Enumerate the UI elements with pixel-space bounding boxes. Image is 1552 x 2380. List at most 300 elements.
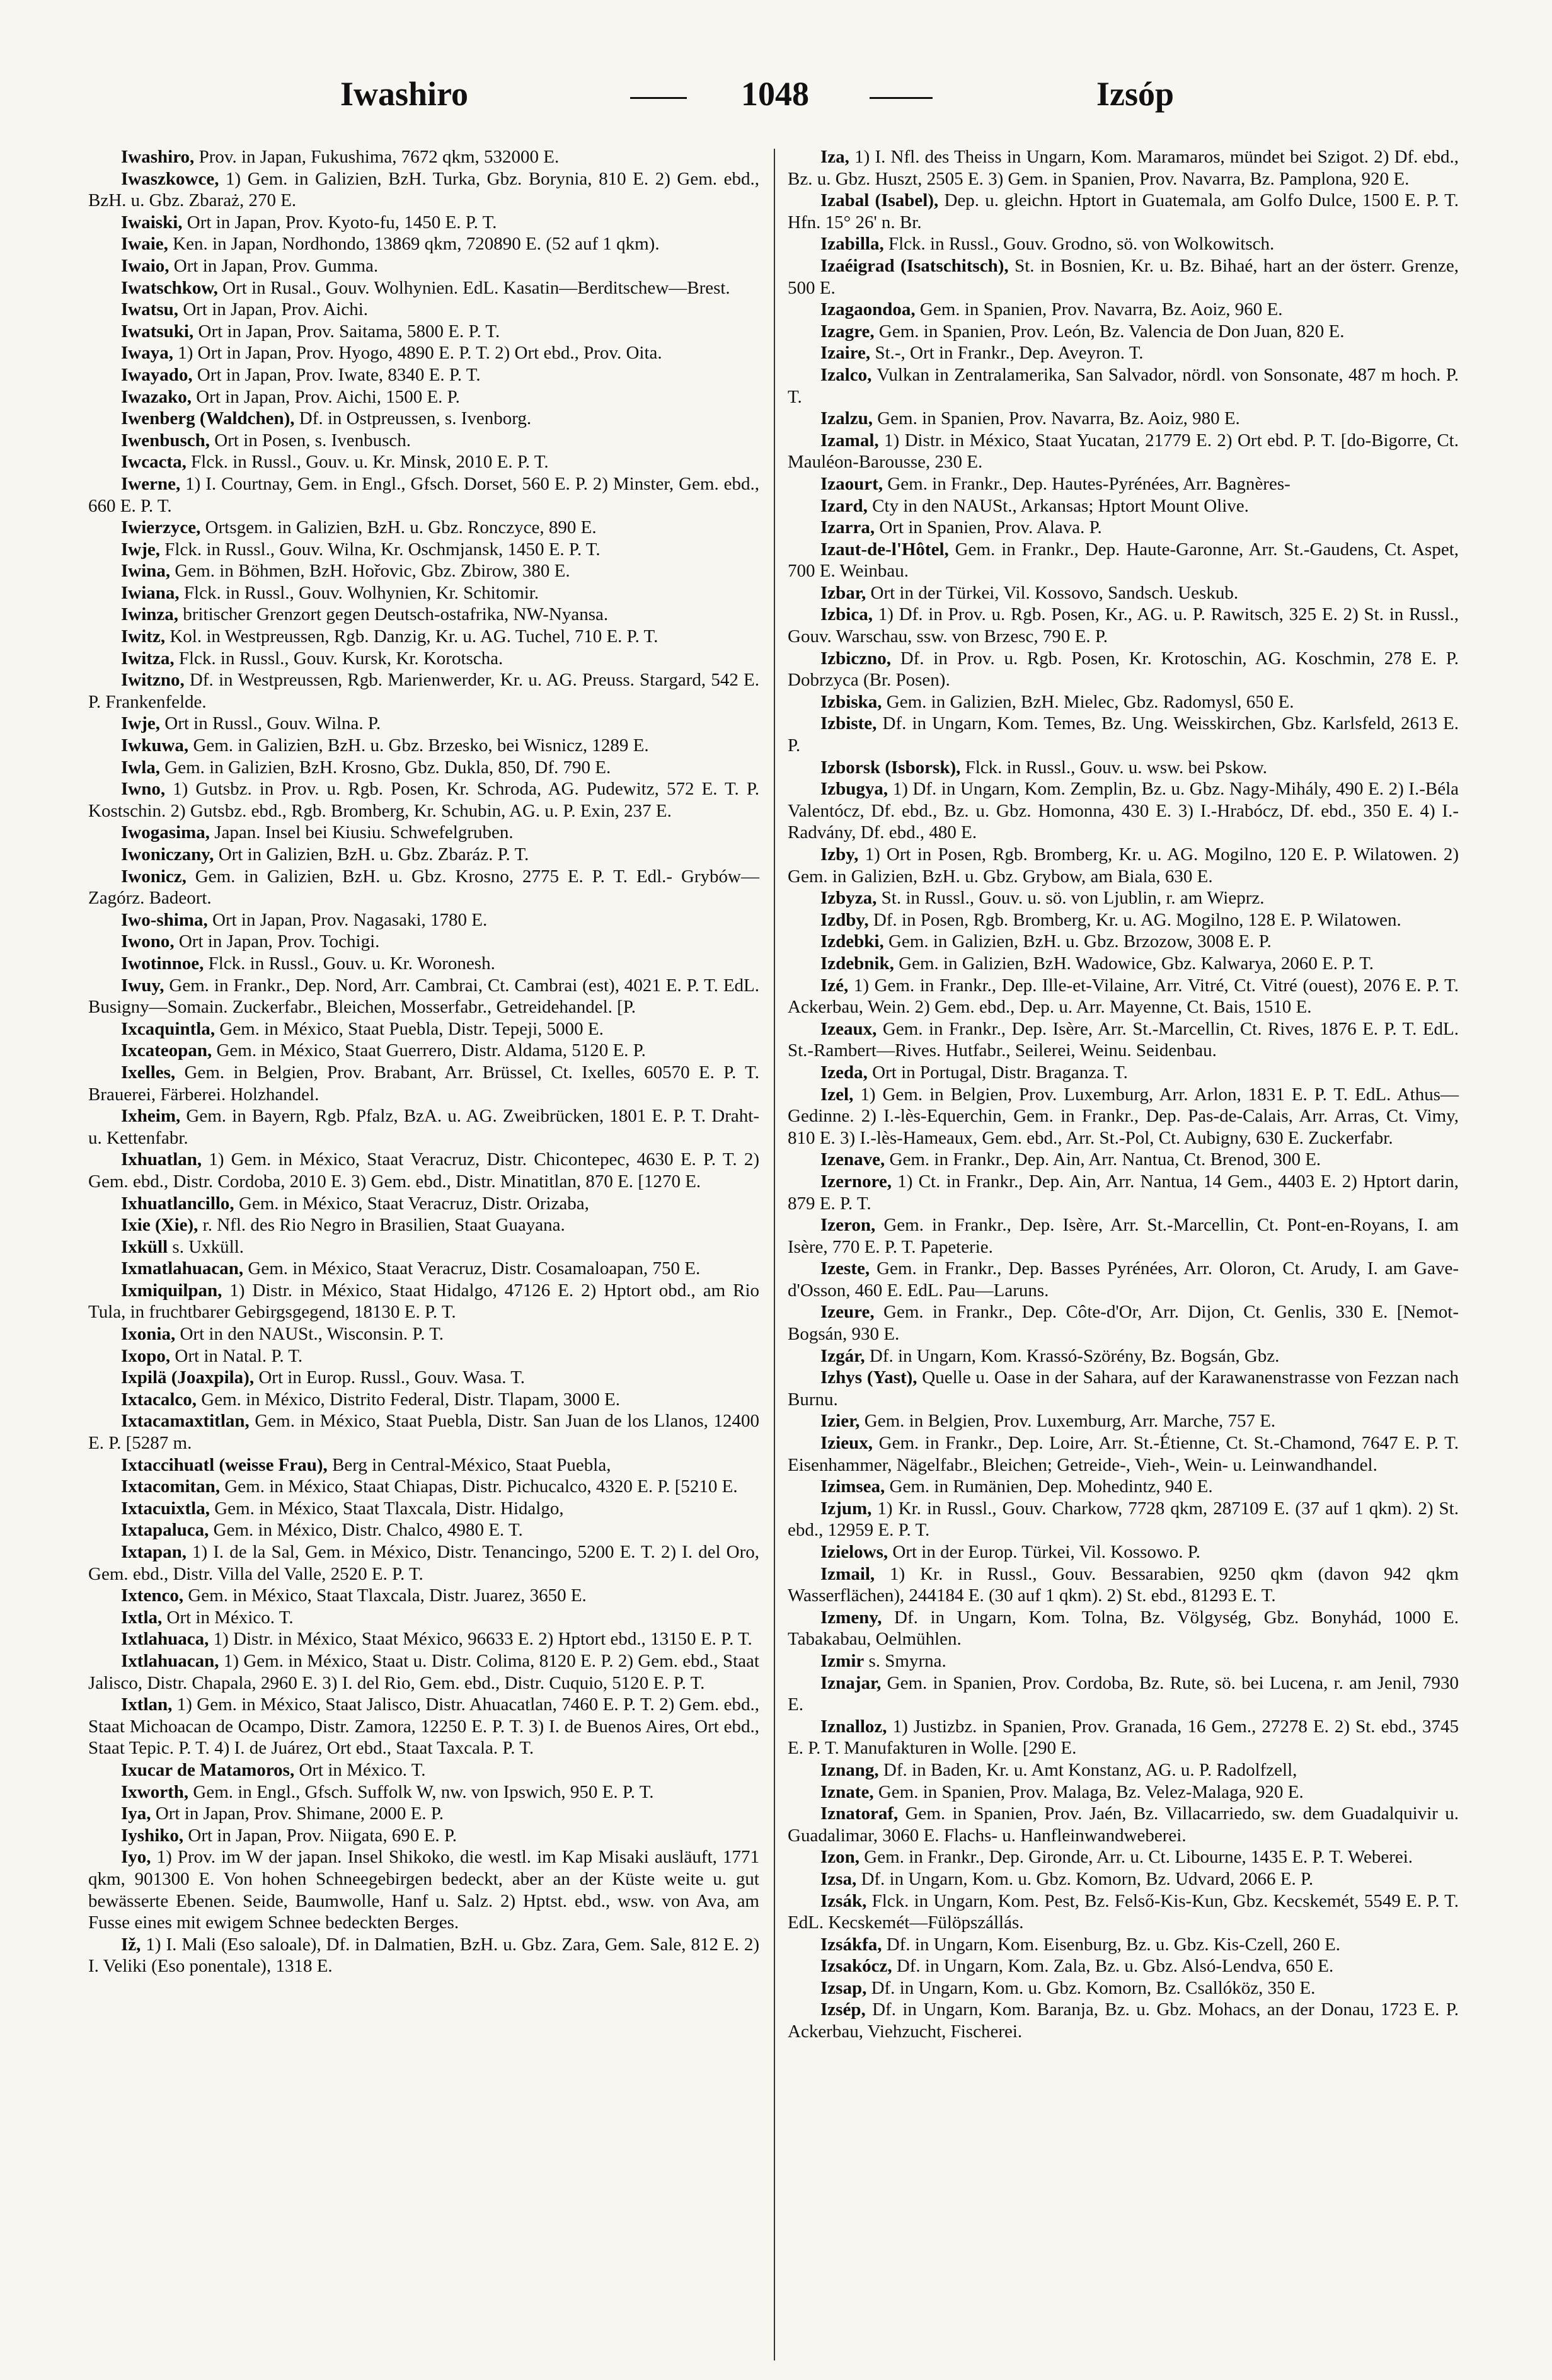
entry-text: Gem. in Frankr., Dep. Ain, Arr. Nantua, Ct. Brenod, 300 E. (885, 1149, 1321, 1170)
entry-text: Gem. in México, Staat Tlaxcala, Distr. Hidalgo, (209, 1498, 564, 1519)
entry-text: 1) Distr. in México, Staat Hidalgo, 47126 E. 2) Hptort obd., am Rio Tula, in fruchtbarer Gebirgsgegend, 18130 E. P. T. (88, 1280, 759, 1323)
entry-headword: Ixpilä (Joaxpila), (121, 1367, 255, 1388)
entry-text: Gem. in Galizien, BzH. Krosno, Gbz. Dukla, 850, Df. 790 E. (160, 757, 611, 778)
entry-headword: Iznang, (820, 1759, 879, 1780)
entry-text: Gem. in Galizien, BzH. u. Gbz. Krosno, 2775 E. P. T. Edl.- Grybów—Zagórz. Badeort. (88, 866, 759, 909)
gazetteer-entry (88, 604, 759, 626)
gazetteer-entry (88, 451, 759, 473)
gazetteer-entry (88, 1498, 759, 1520)
gazetteer-entry (788, 1650, 1459, 1672)
entry-headword: Izabal (Isabel), (820, 190, 939, 211)
entry-text: Df. in Ungarn, Kom. Zala, Bz. u. Gbz. Alsó-Lendva, 650 E. (892, 1956, 1334, 1977)
entry-text: Cty in den NAUSt., Arkansas; Hptort Mount Olive. (867, 495, 1249, 516)
entry-text: Flck. in Russl., Gouv. Wilna, Kr. Oschmjansk, 1450 E. P. T. (160, 539, 601, 560)
entry-headword: Iwaiski, (121, 212, 183, 233)
gazetteer-entry (88, 1650, 759, 1694)
entry-headword: Izier, (820, 1411, 860, 1432)
entry-text: Gem. in México, Staat Veracruz, Distr. Orizaba, (234, 1193, 589, 1214)
entry-text: St. in Russl., Gouv. u. sö. von Ljublin, r. am Wieprz. (877, 888, 1265, 909)
entry-text: Gem. in México, Distr. Chalco, 4980 E. T. (209, 1520, 523, 1541)
gazetteer-entry (88, 299, 759, 321)
entry-text: Ort in México. T. (294, 1759, 426, 1780)
entry-headword: Izmir (820, 1650, 865, 1671)
gazetteer-entry (88, 1476, 759, 1498)
gazetteer-entry (88, 1585, 759, 1607)
gazetteer-entry (88, 1105, 759, 1149)
gazetteer-entry (788, 909, 1459, 931)
entry-text: 1) Ort in Japan, Prov. Hyogo, 4890 E. P. T. 2) Ort ebd., Prov. Oita. (173, 343, 662, 364)
right-column (788, 146, 1459, 2043)
entry-headword: Izaut-de-l'Hôtel, (820, 539, 949, 560)
gazetteer-entry (788, 713, 1459, 756)
entry-headword: Iyo, (121, 1847, 151, 1868)
gazetteer-entry (788, 1171, 1459, 1214)
entry-headword: Ixhuatlancillo, (121, 1193, 234, 1214)
entry-headword: Iya, (121, 1803, 151, 1824)
entry-headword: Izhys (Yast), (820, 1367, 917, 1388)
entry-text: Flck. in Russl., Gouv. Kursk, Kr. Korotscha. (174, 648, 503, 669)
gazetteer-entry (88, 1825, 759, 1847)
entry-headword: Iwenberg (Waldchen), (121, 408, 295, 429)
gazetteer-entry (88, 866, 759, 909)
gazetteer-entry (788, 582, 1459, 604)
entry-headword: Izby, (820, 844, 859, 865)
entry-text: Gem. in Frankr., Dep. Basses Pyrénées, Arr. Oloron, Ct. Arudy, I. am Gave-d'Osson, 460 E. EdL. Pau—Laruns. (788, 1258, 1459, 1301)
entry-headword: Izaéigrad (Isatschitsch), (820, 255, 1009, 276)
entry-text: 1) Ort in Posen, Rgb. Bromberg, Kr. u. AG. Mogilno, 120 E. P. Wilatowen. 2) Gem. in Galizien, BzH. u. Gbz. Grybow, am Biala, 630 E. (788, 844, 1459, 887)
gazetteer-entry (788, 539, 1459, 582)
entry-headword: Ixucar de Matamoros, (121, 1759, 295, 1780)
entry-headword: Iwaszkowce, (121, 168, 219, 189)
entry-headword: Iwaya, (121, 343, 173, 364)
gazetteer-entry (88, 1519, 759, 1541)
entry-text: Gem. in Frankr., Dep. Côte-d'Or, Arr. Dijon, Ct. Genlis, 330 E. [Nemot-Bogsán, 930 E. (788, 1302, 1459, 1345)
gazetteer-entry (88, 168, 759, 212)
entry-headword: Izdby, (820, 909, 869, 930)
gazetteer-entry (88, 473, 759, 517)
gazetteer-entry (788, 233, 1459, 255)
entry-headword: Iwitza, (121, 648, 175, 669)
gazetteer-entry (788, 1999, 1459, 2042)
entry-text: Gem. in Frankr., Dep. Gironde, Arr. u. Ct. Libourne, 1435 E. P. T. Weberei. (859, 1847, 1413, 1868)
entry-text: Gem. in Engl., Gfsch. Suffolk W, nw. von Ipswich, 950 E. P. T. (188, 1781, 654, 1802)
gazetteer-entry (788, 1890, 1459, 1934)
entry-headword: Iwono, (121, 931, 175, 952)
entry-text: Ort in Russl., Gouv. Wilna. P. (160, 713, 381, 734)
entry-text: St.-, Ort in Frankr., Dep. Aveyron. T. (870, 343, 1144, 364)
gazetteer-entry (88, 1062, 759, 1105)
entry-text: Gem. in Rumänien, Dep. Mohedintz, 940 E. (885, 1476, 1213, 1497)
entry-headword: Iwotinnoe, (121, 953, 204, 974)
entry-headword: Ixhuatlan, (121, 1149, 202, 1170)
entry-headword: Iwkuwa, (121, 735, 189, 756)
page-number: 1048 (741, 75, 809, 113)
gazetteer-entry (88, 1759, 759, 1781)
gazetteer-entry (788, 1214, 1459, 1258)
gazetteer-entry (788, 953, 1459, 975)
gazetteer-entry (88, 1934, 759, 1977)
gazetteer-entry (788, 495, 1459, 517)
left-column (88, 146, 759, 1977)
entry-text: 1) Gem. in México, Staat Veracruz, Distr. Chicontepec, 4630 E. P. T. 2) Gem. ebd., Distr. Cordoba, 2010 E. 3) Gem. ebd., Distr. Minatitlan, 870 E. [1270 E. (88, 1149, 759, 1192)
entry-text: 1) Gutsbz. in Prov. u. Rgb. Posen, Kr. Schroda, AG. Pudewitz, 572 E. T. P. Kostschin. 2) Gutsbz. ebd., Rgb. Bromberg, Kr. Schubin, AG. u. P. Exin, 237 E. (88, 779, 759, 821)
entry-headword: Izsákfa, (820, 1934, 882, 1955)
entry-headword: Iznajar, (820, 1672, 882, 1693)
entry-text: Ort in Posen, s. Ivenbusch. (210, 430, 411, 451)
gazetteer-entry (88, 233, 759, 255)
entry-headword: Ixtacuixtla, (121, 1498, 210, 1519)
gazetteer-entry (88, 975, 759, 1018)
entry-text: 1) Df. in Ungarn, Kom. Zemplin, Bz. u. Gbz. Nagy-Mihály, 490 E. 2) I.-Béla Valentócz, Df. ebd., Bz. u. Gbz. Homonna, 430 E. 3) I.-Hrabócz, Df. ebd., 350 E. 4) I.-Radvány, Df. ebd., 480 E. (788, 779, 1459, 843)
entry-headword: Izimsea, (820, 1476, 885, 1497)
entry-text: Gem. in Böhmen, BzH. Hořovic, Gbz. Zbirow, 380 E. (170, 561, 570, 582)
entry-headword: Izgár, (820, 1345, 865, 1366)
entry-text: 1) Gem. in Belgien, Prov. Luxemburg, Arr. Arlon, 1831 E. P. T. EdL. Athus—Gedinne. 2) I.-lès-Equerchin, Gem. in Frankr., Dep. Pas-de-Calais, Arr. Arras, Ct. Vimy, 810 E. 3) I.-lès-Hameaux, Gem. ebd., Arr. St.-Pol, Ct. Aubigny, 630 E. Zuckerfabr. (788, 1084, 1459, 1148)
entry-headword: Iwaio, (121, 255, 170, 276)
entry-text: Gem. in México, Staat Chiapas, Distr. Pichucalco, 4320 E. P. [5210 E. (220, 1476, 738, 1497)
entry-text: Gem. in México, Staat Puebla, Distr. Tepeji, 5000 E. (215, 1018, 604, 1039)
entry-headword: Iwatsu, (121, 299, 179, 320)
entry-headword: Ixtenco, (121, 1585, 184, 1606)
entry-headword: Izel, (820, 1084, 854, 1105)
entry-text: Flck. in Ungarn, Kom. Pest, Bz. Felső-Kis-Kun, Gbz. Kecskemét, 5549 E. P. T. EdL. Kecskemét—Fülöpszállás. (788, 1890, 1459, 1933)
entry-text: Ort in Japan, Prov. Tochigi. (174, 931, 380, 952)
gazetteer-entry (788, 146, 1459, 190)
entry-text: Df. in Ungarn, Kom. Tolna, Bz. Völgység, Gbz. Bonyhád, 1000 E. Tabakabau, Oelmühlen. (788, 1607, 1459, 1650)
entry-headword: Izbyza, (820, 888, 877, 909)
gazetteer-entry (88, 1628, 759, 1650)
entry-text: 1) Distr. in México, Staat México, 96633 E. 2) Hptort ebd., 13150 E. P. T. (209, 1629, 752, 1650)
gazetteer-entry (788, 408, 1459, 430)
entry-text: s. Uxküll. (168, 1236, 244, 1257)
gazetteer-entry (788, 975, 1459, 1018)
gazetteer-entry (88, 146, 759, 168)
entry-headword: Iznate, (820, 1781, 874, 1802)
entry-headword: Izbar, (820, 582, 866, 603)
entry-text: 1) Prov. im W der japan. Insel Shikoko, die westl. im Kap Misaki ausläuft, 1771 qkm, 901300 E. Von hohen Schneegebirgen bedeckt, aber an der Küste weite u. gut bewässerte Ebenen. Seide, Baumwolle, Hanf u. Salz. 2) Hptst. ebd., wsw. von Ava, am Fusse eines mit ewigem Schnee bedeckten Berges. (88, 1847, 759, 1933)
entry-text: Ort in Japan, Prov. Iwate, 8340 E. P. T. (192, 364, 481, 385)
gazetteer-entry (788, 604, 1459, 647)
entry-text: r. Nfl. des Rio Negro in Brasilien, Staat Guayana. (198, 1215, 565, 1236)
entry-text: Japan. Insel bei Kiusiu. Schwefelgruben. (209, 822, 514, 843)
entry-headword: Izsap, (820, 1977, 867, 1998)
gazetteer-entry (88, 953, 759, 975)
entry-headword: Iwje, (121, 539, 161, 560)
entry-headword: Ixtlahuacan, (121, 1650, 219, 1671)
gazetteer-entry (788, 691, 1459, 713)
entry-text: Ort in Spanien, Prov. Alava. P. (875, 517, 1102, 538)
entry-text: Gem. in Spanien, Prov. Cordoba, Bz. Rute, sö. bei Lucena, r. am Jenil, 7930 E. (788, 1672, 1459, 1715)
entry-headword: Iwenbusch, (121, 430, 210, 451)
entry-headword: Izenave, (820, 1149, 885, 1170)
entry-text: Gem. in Spanien, Prov. Malaga, Bz. Velez-Malaga, 920 E. (873, 1781, 1304, 1802)
entry-headword: Izdebki, (820, 931, 884, 952)
entry-headword: Izborsk (Isborsk), (820, 757, 961, 778)
entry-text: Prov. in Japan, Fukushima, 7672 qkm, 532000 E. (194, 147, 560, 167)
page-header (0, 68, 1552, 125)
entry-headword: Iwatschkow, (121, 277, 218, 298)
entry-headword: Ixtacalco, (121, 1389, 197, 1410)
entry-text: 1) Gem. in México, Staat u. Distr. Colima, 8120 E. P. 2) Gem. ebd., Staat Jalisco, Distr. Chapala, 2960 E. 3) I. del Rio, Gem. ebd., Distr. Cuquio, 5120 E. P. T. (88, 1650, 759, 1693)
entry-headword: Izamal, (820, 430, 879, 451)
entry-headword: Izbugya, (820, 779, 888, 800)
entry-headword: Izeron, (820, 1215, 876, 1236)
entry-text: Gem. in Frankr., Dep. Hautes-Pyrénées, Arr. Bagnères- (883, 473, 1290, 494)
entry-headword: Izielows, (820, 1542, 888, 1562)
entry-text: Flck. in Russl., Gouv. u. Kr. Minsk, 2010 E. P. T. (186, 452, 549, 473)
entry-headword: Ixtaccihuatl (weisse Frau), (121, 1454, 328, 1475)
entry-text: Ort in den NAUSt., Wisconsin. P. T. (175, 1324, 444, 1345)
entry-text: Df. in Posen, Rgb. Bromberg, Kr. u. AG. Mogilno, 128 E. P. Wilatowen. (868, 909, 1401, 930)
entry-headword: Izmail, (820, 1563, 875, 1584)
entry-headword: Izeure, (820, 1302, 875, 1323)
entry-text: Ort in Japan, Prov. Shimane, 2000 E. P. (151, 1803, 444, 1824)
entry-headword: Izarra, (820, 517, 875, 538)
entry-text: Gem. in Galizien, BzH. Mielec, Gbz. Radomysl, 650 E. (882, 691, 1294, 712)
header-dash-left (630, 97, 687, 99)
entry-text: 1) Ct. in Frankr., Dep. Ain, Arr. Nantua, 14 Gem., 4403 E. 2) Hptort darin, 879 E. P. T. (788, 1171, 1459, 1214)
column-divider (774, 149, 775, 2360)
entry-headword: Izabilla, (820, 234, 884, 255)
entry-text: Ort in Japan, Prov. Aichi, 1500 E. P. (191, 386, 460, 407)
gazetteer-entry (788, 1062, 1459, 1084)
entry-text: Vulkan in Zentralamerika, San Salvador, nördl. von Sonsonate, 487 m hoch. P. T. (788, 364, 1459, 407)
entry-headword: Ixmiquilpan, (121, 1280, 222, 1301)
gazetteer-entry (788, 778, 1459, 844)
gazetteer-entry (788, 321, 1459, 343)
gazetteer-entry (788, 517, 1459, 539)
entry-headword: Izalzu, (820, 408, 873, 429)
entry-text: 1) Kr. in Russl., Gouv. Bessarabien, 9250 qkm (davon 942 qkm Wasserflächen), 244184 E. (30 auf 1 qkm). 2) St. ebd., 81293 E. T. (788, 1563, 1459, 1606)
entry-headword: Izsa, (820, 1868, 857, 1889)
gazetteer-entry (88, 1280, 759, 1323)
entry-headword: Iwo-shima, (121, 909, 208, 930)
entry-text: Gem. in Spanien, Prov. Navarra, Bz. Aoiz, 980 E. (872, 408, 1240, 429)
entry-headword: Izagre, (820, 321, 875, 342)
entry-headword: Ixtlahuaca, (121, 1629, 209, 1650)
entry-headword: Iwonicz, (121, 866, 187, 887)
entry-text: Df. in Baden, Kr. u. Amt Konstanz, AG. u. P. Radolfzell, (878, 1759, 1297, 1780)
entry-headword: Izernore, (820, 1171, 892, 1192)
entry-text: Berg in Central-México, Staat Puebla, (327, 1454, 611, 1475)
entry-headword: Izsakócz, (820, 1956, 892, 1977)
entry-text: Ort in Japan, Prov. Niigata, 690 E. P. (183, 1825, 457, 1846)
entry-headword: Izagaondoa, (820, 299, 916, 320)
entry-headword: Iznatoraf, (820, 1803, 899, 1824)
entry-text: Ort in Natal. P. T. (170, 1345, 303, 1366)
gazetteer-entry (88, 1454, 759, 1476)
gazetteer-entry (788, 1607, 1459, 1650)
entry-headword: Iwitz, (121, 626, 166, 647)
entry-text: 1) I. Nfl. des Theiss in Ungarn, Kom. Maramaros, mündet bei Szigot. 2) Df. ebd., Bz. u. Gbz. Huszt, 2505 E. 3) Gem. in Spanien, Prov. Navarra, Bz. Pamplona, 920 E. (788, 147, 1459, 189)
entry-headword: Izeda, (820, 1062, 868, 1083)
entry-text: Gem. in México, Distrito Federal, Distr. Tlapam, 3000 E. (197, 1389, 620, 1410)
entry-headword: Izbica, (820, 604, 873, 625)
entry-text: Df. in Ungarn, Kom. u. Gbz. Komorn, Bz. Udvard, 2066 E. P. (856, 1868, 1314, 1889)
gazetteer-entry (788, 190, 1459, 233)
entry-headword: Ixküll (121, 1236, 168, 1257)
gazetteer-entry (88, 517, 759, 539)
entry-text: Gem. in Frankr., Dep. Nord, Arr. Cambrai, Ct. Cambrai (est), 4021 E. P. T. EdL. Busigny—Somain. Zuckerfabr., Bleichen, Mosserfabr., Getreidehandel. [P. (88, 975, 759, 1018)
entry-text: Dep. u. gleichn. Hptort in Guatemala, am Golfo Dulce, 1500 E. P. T. Hfn. 15° 26' n. Br. (788, 190, 1459, 233)
entry-text: Df. in Ungarn, Kom. Eisenburg, Bz. u. Gbz. Kis-Czell, 260 E. (882, 1934, 1341, 1955)
gazetteer-entry (88, 1258, 759, 1280)
entry-headword: Iwatsuki, (121, 321, 194, 342)
gazetteer-entry (788, 1955, 1459, 1977)
gazetteer-entry (788, 1803, 1459, 1846)
gazetteer-entry (788, 1345, 1459, 1367)
gazetteer-entry (88, 1323, 759, 1345)
entry-text: Gem. in Spanien, Prov. Navarra, Bz. Aoiz, 960 E. (915, 299, 1283, 320)
entry-text: Flck. in Russl., Gouv. Grodno, sö. von Wolkowitsch. (883, 234, 1275, 255)
gazetteer-entry (788, 887, 1459, 909)
gazetteer-entry (88, 255, 759, 277)
entry-headword: Iwashiro, (121, 147, 195, 167)
gazetteer-entry (88, 1040, 759, 1062)
entry-text: Kol. in Westpreussen, Rgb. Danzig, Kr. u. AG. Tuchel, 710 E. P. T. (165, 626, 658, 647)
gazetteer-entry (788, 1934, 1459, 1956)
entry-text: Ort in Japan, Prov. Nagasaki, 1780 E. (207, 909, 488, 930)
entry-headword: Izieux, (820, 1433, 873, 1454)
entry-text: 1) Gem. in México, Staat Jalisco, Distr. Ahuacatlan, 7460 E. P. T. 2) Gem. ebd., Staat Michoacan de Ocampo, Distr. Zamora, 12250 E. P. T. 3) I. de Buenos Aires, Ort ebd., Staat Tepic. P. T. 4) I. de Juárez, Ort ebd., Staat Taxcala. P. T. (88, 1694, 759, 1759)
entry-text: Df. in Prov. u. Rgb. Posen, Kr. Krotoschin, AG. Koschmin, 278 E. P. Dobrzyca (Br. Posen). (788, 648, 1459, 691)
entry-text: 1) Gem. in Galizien, BzH. Turka, Gbz. Borynia, 810 E. 2) Gem. ebd., BzH. u. Gbz. Zbaraż, 270 E. (88, 168, 759, 211)
gazetteer-entry (88, 408, 759, 430)
entry-text: Gem. in México, Staat Veracruz, Distr. Cosamaloapan, 750 E. (243, 1258, 701, 1279)
entry-headword: Izbiska, (820, 691, 882, 712)
entry-headword: Iwaie, (121, 234, 168, 255)
entry-headword: Iwayado, (121, 364, 193, 385)
entry-text: Ort in Portugal, Distr. Braganza. T. (867, 1062, 1128, 1083)
entry-text: Quelle u. Oase in der Sahara, auf der Karawanenstrasse von Fezzan nach Burnu. (788, 1367, 1459, 1410)
gazetteer-entry (788, 1977, 1459, 1999)
gazetteer-entry (88, 844, 759, 866)
gazetteer-entry (88, 757, 759, 779)
gazetteer-entry (88, 1846, 759, 1933)
gazetteer-entry (88, 1367, 759, 1389)
entry-text: Gem. in Belgien, Prov. Luxemburg, Arr. Marche, 757 E. (859, 1411, 1276, 1432)
entry-headword: Iwje, (121, 713, 161, 734)
gazetteer-entry (788, 1410, 1459, 1432)
entry-headword: Iznalloz, (820, 1716, 887, 1737)
entry-headword: Izon, (820, 1847, 860, 1868)
entry-headword: Iwiana, (121, 582, 180, 603)
gazetteer-entry (788, 1258, 1459, 1301)
gazetteer-entry (788, 1018, 1459, 1062)
entry-headword: Iwinza, (121, 604, 179, 625)
gazetteer-entry (88, 1694, 759, 1759)
gazetteer-entry (88, 1410, 759, 1454)
entry-text: Ort in Rusal., Gouv. Wolhynien. EdL. Kasatin—Berditschew—Brest. (217, 277, 730, 298)
gazetteer-entry (788, 1367, 1459, 1410)
entry-text: Gem. in Frankr., Dep. Loire, Arr. St.-Étienne, Ct. St.-Chamond, 7647 E. P. T. Eisenhammer, Nägelfabr., Bleichen; Getreide-, Vieh-, Wein- u. Leinwandhandel. (788, 1433, 1459, 1475)
entry-text: Df. in Westpreussen, Rgb. Marienwerder, Kr. u. AG. Preuss. Stargard, 542 E. P. Frankenfelde. (88, 670, 759, 712)
entry-headword: Ixtlan, (121, 1694, 173, 1715)
gazetteer-entry (88, 1018, 759, 1040)
entry-text: Gem. in Bayern, Rgb. Pfalz, BzA. u. AG. Zweibrücken, 1801 E. P. T. Draht- u. Kettenfabr. (88, 1106, 759, 1148)
entry-headword: Izbiste, (820, 713, 877, 734)
entry-headword: Iwoniczany, (121, 844, 214, 865)
entry-text: St. in Bosnien, Kr. u. Bz. Bihaé, hart an der österr. Grenze, 500 E. (788, 255, 1459, 298)
entry-text: Gem. in Frankr., Dep. Isère, Arr. St.-Marcellin, Ct. Pont-en-Royans, I. am Isère, 770 E. P. T. Papeterie. (788, 1215, 1459, 1257)
gazetteer-entry (788, 1846, 1459, 1868)
gazetteer-entry (88, 539, 759, 561)
entry-text: 1) Justizbz. in Spanien, Prov. Granada, 16 Gem., 27278 E. 2) St. ebd., 3745 E. P. T. Manufakturen in Wolle. [290 E. (788, 1716, 1459, 1759)
entry-headword: Izsák, (820, 1890, 867, 1911)
gazetteer-entry (788, 1084, 1459, 1149)
gazetteer-entry (788, 1781, 1459, 1803)
gazetteer-entry (788, 648, 1459, 691)
entry-text: Df. in Ungarn, Kom. u. Gbz. Komorn, Bz. Csallóköz, 350 E. (866, 1977, 1316, 1998)
entry-text: s. Smyrna. (864, 1650, 946, 1671)
entry-headword: Izbiczno, (820, 648, 891, 669)
gazetteer-entry (88, 364, 759, 386)
entry-text: Gem. in Galizien, BzH. Wadowice, Gbz. Kalwarya, 2060 E. P. T. (894, 953, 1374, 974)
entry-headword: Iwuy, (121, 975, 164, 996)
entry-text: britischer Grenzort gegen Deutsch-ostafrika, NW-Nyansa. (178, 604, 609, 625)
entry-headword: Ixtla, (121, 1607, 163, 1628)
entry-text: Gem. in México, Staat Guerrero, Distr. Aldama, 5120 E. P. (212, 1040, 646, 1061)
gazetteer-entry (88, 822, 759, 844)
entry-text: 1) I. de la Sal, Gem. in México, Distr. Tenancingo, 5200 E. T. 2) I. del Oro, Gem. ebd., Distr. Villa del Valle, 2520 E. P. T. (88, 1542, 759, 1584)
entry-text: Ort in der Türkei, Vil. Kossovo, Sandsch. Ueskub. (866, 582, 1239, 603)
gazetteer-entry (88, 1236, 759, 1258)
entry-text: Ortsgem. in Galizien, BzH. u. Gbz. Ronczyce, 890 E. (200, 517, 597, 538)
gazetteer-entry (88, 582, 759, 604)
gazetteer-entry (788, 473, 1459, 495)
gazetteer-entry (88, 909, 759, 931)
gazetteer-entry (788, 342, 1459, 364)
entry-text: 1) Distr. in México, Staat Yucatan, 21779 E. 2) Ort ebd. P. T. [do-Bigorre, Ct. Mauléon-Barousse, 230 E. (788, 430, 1459, 473)
entry-headword: Ixheim, (121, 1106, 181, 1127)
gazetteer-entry (88, 713, 759, 735)
entry-text: Gem. in Spanien, Prov. León, Bz. Valencia de Don Juan, 820 E. (874, 321, 1345, 342)
gazetteer-entry (88, 430, 759, 452)
gazetteer-entry (788, 1149, 1459, 1171)
entry-headword: Iwazako, (121, 386, 192, 407)
entry-text: Gem. in México, Staat Tlaxcala, Distr. Juarez, 3650 E. (183, 1585, 587, 1606)
entry-headword: Izeste, (820, 1258, 870, 1279)
entry-text: 1) Kr. in Russl., Gouv. Charkow, 7728 qkm, 287109 E. (37 auf 1 qkm). 2) St. ebd., 12959 E. P. T. (788, 1498, 1459, 1541)
entry-headword: Izalco, (820, 364, 872, 385)
gazetteer-entry (788, 844, 1459, 887)
entry-headword: Iwerne, (121, 473, 181, 494)
gazetteer-entry (788, 1541, 1459, 1563)
entry-text: Ort in Japan, Prov. Saitama, 5800 E. P. T. (193, 321, 500, 342)
gazetteer-entry (88, 277, 759, 299)
gazetteer-entry (88, 1607, 759, 1629)
gazetteer-entry (788, 364, 1459, 408)
entry-headword: Ixtapaluca, (121, 1520, 209, 1541)
entry-headword: Izdebnik, (820, 953, 894, 974)
entry-text: Flck. in Russl., Gouv. u. wsw. bei Pskow. (960, 757, 1267, 778)
gazetteer-entry (788, 255, 1459, 299)
entry-headword: Iza, (820, 147, 849, 167)
gazetteer-entry (788, 299, 1459, 321)
entry-text: Gem. in Spanien, Prov. Jaén, Bz. Villacarriedo, sw. dem Guadalquivir u. Guadalimar, 3060 E. Flachs- u. Hanfleinwandweberei. (788, 1803, 1459, 1846)
gazetteer-entry (88, 1803, 759, 1825)
gazetteer-entry (88, 1345, 759, 1367)
gazetteer-entry (788, 1716, 1459, 1759)
entry-text: Ort in Europ. Russl., Gouv. Wasa. T. (254, 1367, 526, 1388)
gazetteer-entry (88, 1541, 759, 1585)
entry-text: Df. in Ungarn, Kom. Krassó-Szörény, Bz. Bogsán, Gbz. (865, 1345, 1280, 1366)
entry-headword: Ixcateopan, (121, 1040, 212, 1061)
gazetteer-entry (88, 778, 759, 822)
entry-headword: Iyshiko, (121, 1825, 184, 1846)
gazetteer-entry (788, 757, 1459, 779)
entry-headword: Iwina, (121, 561, 171, 582)
